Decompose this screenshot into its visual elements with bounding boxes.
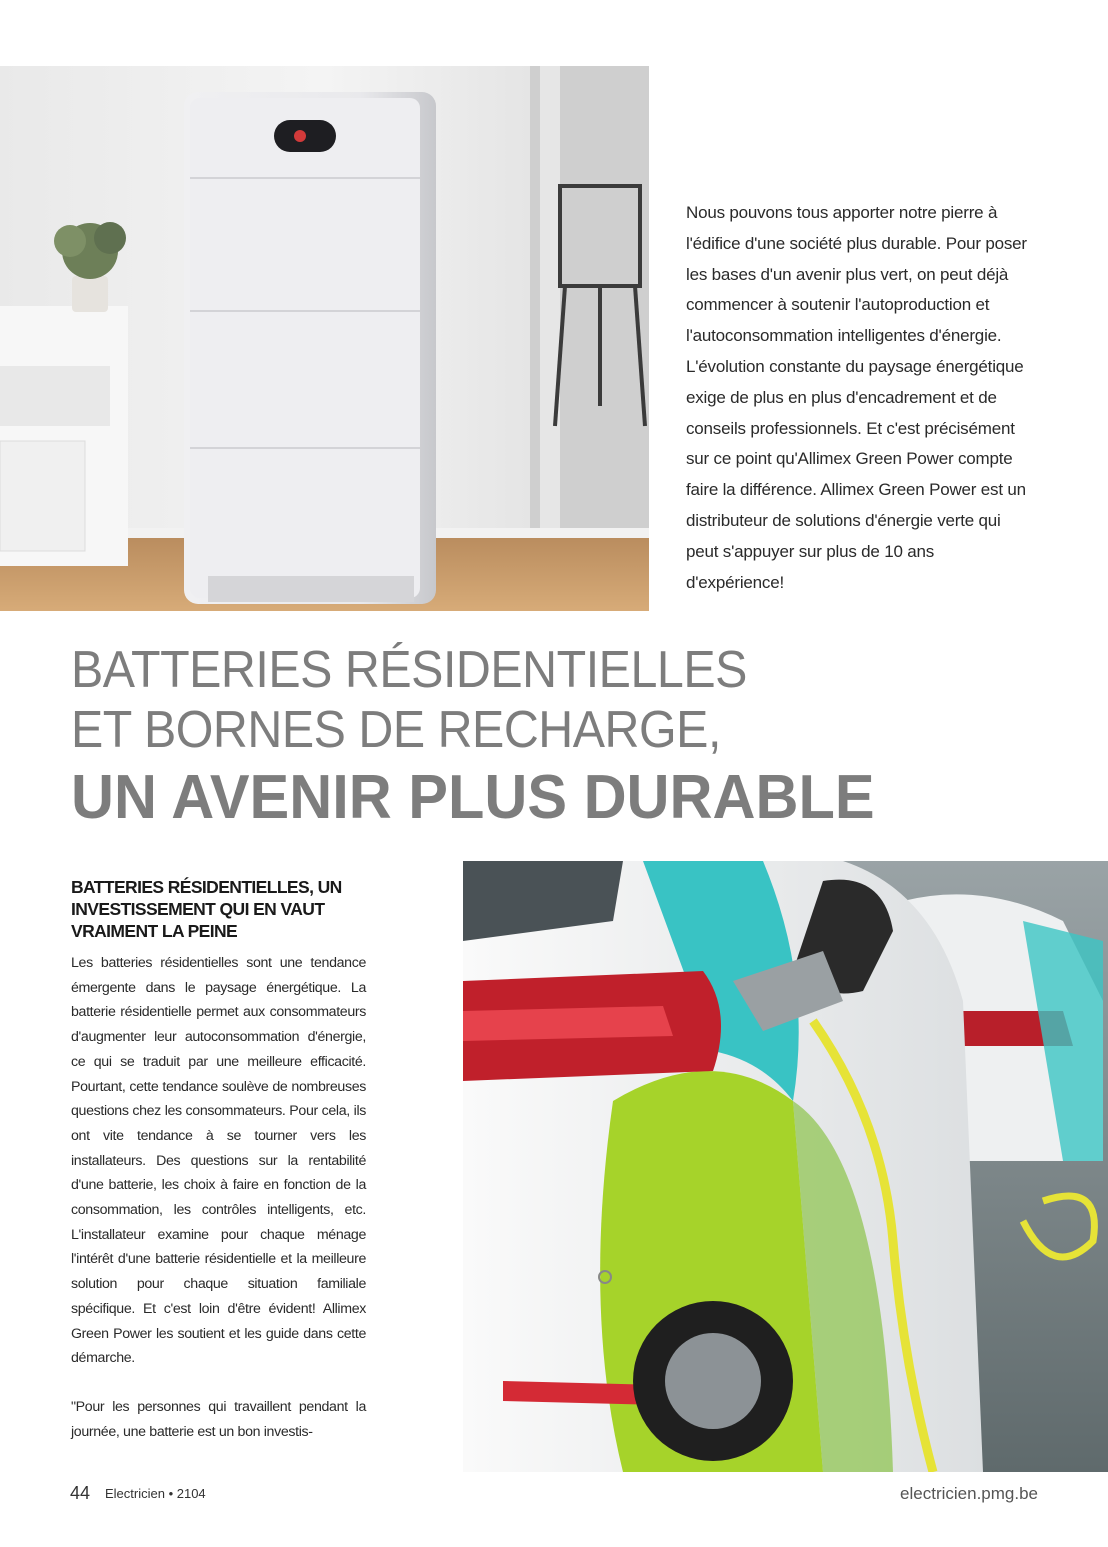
headline-line-3: UN AVENIR PLUS DURABLE (71, 763, 875, 832)
battery-illustration (0, 66, 649, 611)
magazine-issue: Electricien • 2104 (105, 1486, 206, 1501)
headline-line-2: ET BORNES DE RECHARGE, (71, 701, 721, 759)
section-subhead: BATTERIES RÉSIDENTIELLES, UN INVESTISSEMENT QUI EN VAUT VRAIMENT LA PEINE (71, 877, 342, 941)
page-number: 44 (70, 1483, 91, 1503)
website-link[interactable]: electricien.pmg.be (900, 1484, 1038, 1503)
ev-charging-photo (463, 861, 1108, 1472)
battery-photo (0, 66, 649, 611)
intro-paragraph: Nous pouvons tous apporter notre pierre à l'édifice d'une société plus durable. Pour poser les bases d'un avenir plus vert, on peut déjà commencer à soutenir l'autoproduction et l'autoconsommation intelligentes d'énergie. L'évolution constante du paysage énergétique exige de plus en plus d'encadrement et de conseils professionnels. Et c'est précisément sur ce point qu'Allimex Green Power compte faire la différence. Allimex Green Power est un distributeur de solutions d'énergie verte qui peut s'appuyer sur plus de 10 ans d'expérience! (686, 203, 1027, 592)
body-column (71, 951, 366, 1444)
body-paragraph-1: Les batteries résidentielles sont une tendance émergente dans le paysage énergétique. La batterie résidentielle permet aux consommateurs d'augmenter leur autoconsommation d'énergie, ce qui se traduit par une meilleure efficacité. Pourtant, cette tendance soulève de nombreuses questions chez les consommateurs. Pour cela, ils ont vite tendance à se tourner vers les installateurs. Des questions sur la rentabilité d'une batterie, les choix à faire en fonction de la consommation, les contrôles intelligents, etc. L'installateur examine pour chaque ménage l'intérêt d'une batterie résidentielle et la meilleure solution pour chaque situation familiale spécifique. Et c'est loin d'être évident! Allimex Green Power les soutient et les guide dans cette démarche. (71, 955, 366, 1367)
body-paragraph-2: "Pour les personnes qui travaillent pendant la journée, une batterie est un bon investis- (71, 1398, 366, 1440)
ev-illustration (463, 861, 1108, 1472)
headline-line-1: BATTERIES RÉSIDENTIELLES (71, 641, 747, 699)
article-headline (71, 640, 1071, 834)
